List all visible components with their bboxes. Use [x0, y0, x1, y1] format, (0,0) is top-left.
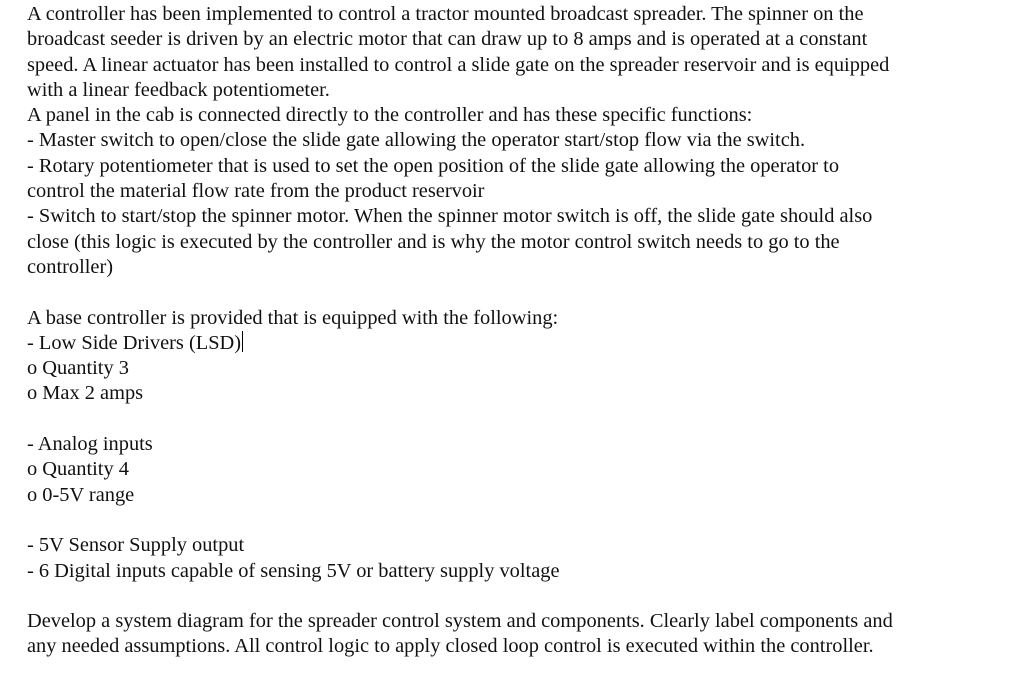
panel-item-rotary-pot: - Rotary potentiometer that is used to set the open position of the slide gate allowing the operator to — [27, 154, 840, 177]
analog-item: o Quantity 4 — [27, 458, 129, 481]
intro-paragraph — [27, 2, 1002, 103]
intro-line: with a linear feedback potentiometer. — [27, 78, 330, 101]
lsd-item: o Max 2 amps — [27, 382, 144, 405]
task-line: Develop a system diagram for the spreader control system and components. Clearly label components and — [27, 610, 893, 633]
intro-line: speed. A linear actuator has been installed to control a slide gate on the spreader reservoir and is equipped — [27, 53, 890, 76]
blank-line — [27, 407, 1002, 432]
lsd-title: - Low Side Drivers (LSD) — [27, 331, 242, 354]
controller-lead: A base controller is provided that is equipped with the following: — [27, 306, 559, 329]
blank-line — [27, 584, 1002, 609]
task-line: any needed assumptions. All control logic to apply closed loop control is executed within the controller. — [27, 635, 874, 658]
panel-section — [27, 103, 1002, 280]
analog-title: - Analog inputs — [27, 433, 153, 456]
panel-item-spinner-switch: - Switch to start/stop the spinner motor. When the spinner motor switch is off, the slide gate should also — [27, 205, 873, 228]
panel-item-rotary-pot-cont: control the material flow rate from the product reservoir — [27, 180, 485, 203]
panel-item-master-switch: - Master switch to open/close the slide gate allowing the operator start/stop flow via the switch. — [27, 129, 806, 152]
document-body[interactable] — [27, 2, 1002, 660]
controller-section — [27, 306, 1002, 584]
blank-line — [27, 508, 1002, 533]
analog-item: o 0-5V range — [27, 483, 135, 506]
panel-item-spinner-switch-cont: controller) — [27, 255, 114, 278]
lsd-item: o Quantity 3 — [27, 357, 129, 380]
text-cursor — [242, 331, 243, 352]
panel-item-spinner-switch-cont: close (this logic is executed by the controller and is why the motor control switch needs to go to the — [27, 230, 840, 253]
digital-inputs-item: - 6 Digital inputs capable of sensing 5V or battery supply voltage — [27, 559, 560, 582]
intro-line: broadcast seeder is driven by an electric motor that can draw up to 8 amps and is operated at a constant — [27, 28, 868, 51]
lsd-title-line — [27, 331, 1002, 356]
sensor-supply-item: - 5V Sensor Supply output — [27, 534, 245, 557]
panel-lead: A panel in the cab is connected directly to the controller and has these specific functions: — [27, 104, 753, 127]
intro-line: A controller has been implemented to control a tractor mounted broadcast spreader. The spinner on the — [27, 3, 864, 25]
blank-line — [27, 280, 1002, 305]
task-paragraph — [27, 609, 1002, 660]
